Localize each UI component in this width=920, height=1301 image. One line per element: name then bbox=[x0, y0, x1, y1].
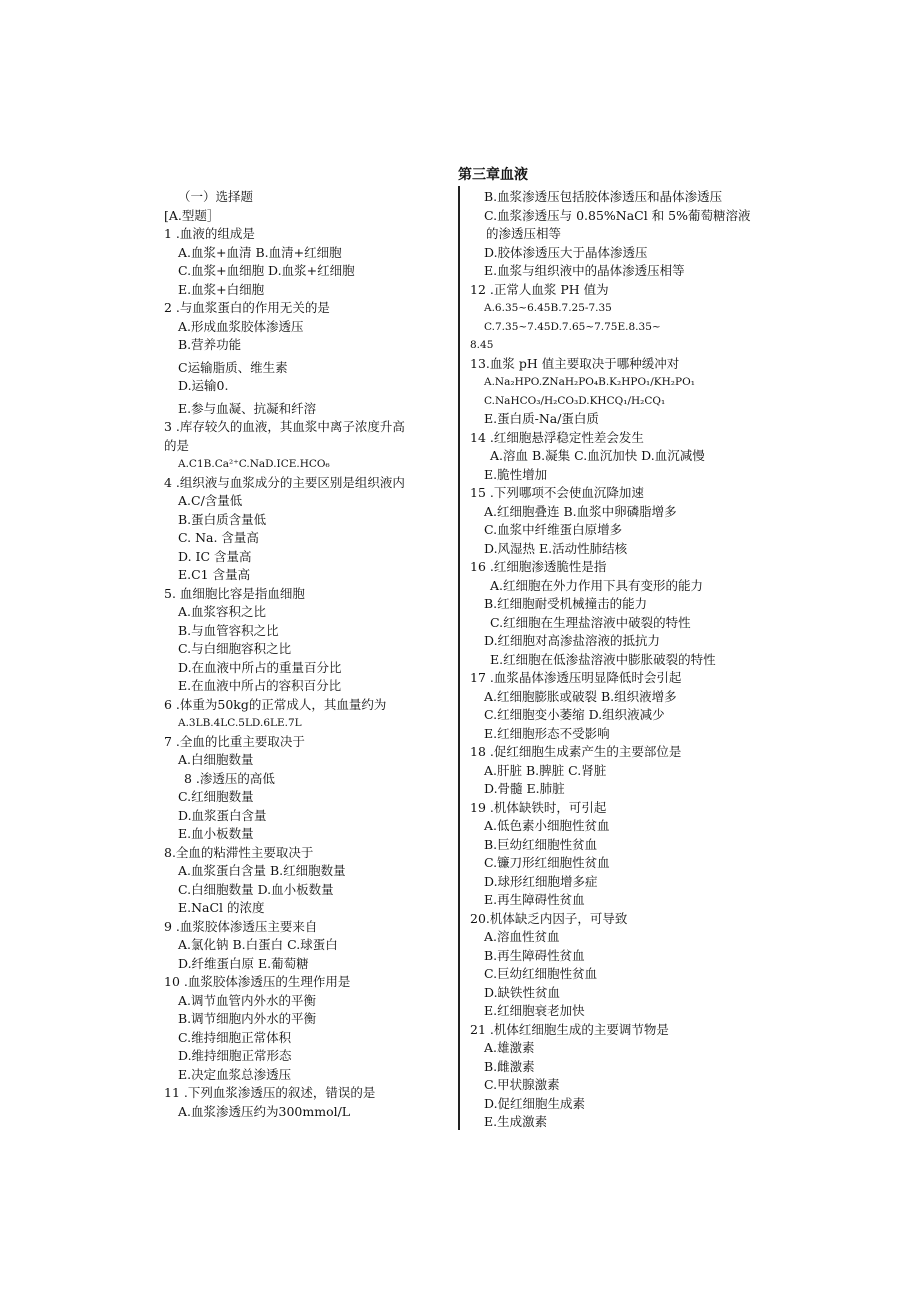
text-line: E.红细胞形态不受影响 bbox=[484, 725, 610, 741]
text-line: E.决定血浆总渗透压 bbox=[178, 1066, 292, 1082]
question-stem: 17 .血浆晶体渗透压明显降低时会引起 bbox=[470, 670, 682, 685]
question-stem: 11 .下列血浆渗透压的叙述，错误的是 bbox=[164, 1085, 376, 1100]
text-line: E.参与血凝、抗凝和纤溶 bbox=[178, 400, 317, 416]
text-line: E.脆性增加 bbox=[484, 466, 548, 482]
text-line: B.巨幼红细胞性贫血 bbox=[484, 836, 598, 852]
text-line: C.红细胞在生理盐溶液中破裂的特性 bbox=[490, 614, 691, 630]
text-line: A.肝脏 B.脾脏 C.肾脏 bbox=[484, 762, 607, 778]
text-line: C.血浆中纤维蛋白原增多 bbox=[484, 522, 623, 537]
question-stem: 6 .体重为50kg的正常成人，其血量约为 bbox=[164, 696, 387, 712]
text-line: D.在血液中所占的重量百分比 bbox=[178, 659, 342, 675]
text-line: C.NaHCO₃/H₂CO₃D.KHCQ₁/H₂CQ₁ bbox=[484, 394, 666, 407]
text-line: B.营养功能 bbox=[178, 337, 242, 352]
text-line: B.调节细胞内外水的平衡 bbox=[178, 1011, 317, 1026]
text-line: A.C/含量低 bbox=[178, 493, 243, 508]
text-line: D.风湿热 E.活动性肺结核 bbox=[484, 540, 628, 556]
text-line: [A.型题］ bbox=[164, 207, 220, 223]
question-stem: 5. 血细胞比容是指血细胞 bbox=[164, 585, 305, 601]
text-line: E.再生障碍性贫血 bbox=[484, 892, 585, 907]
text-line: A.C1B.Ca²⁺C.NaD.ICE.HCO₆ bbox=[178, 458, 330, 470]
text-line: B.红细胞耐受机械撞击的能力 bbox=[484, 596, 648, 611]
text-line: A.血浆+血清 B.血清+红细胞 bbox=[178, 244, 342, 260]
text-line: D.红细胞对高渗盐溶液的抵抗力 bbox=[484, 633, 661, 648]
text-line: C.血浆渗透压与 0.85%NaCl 和 5%葡萄糖溶液 bbox=[484, 207, 751, 223]
text-line: （一）选择题 bbox=[178, 189, 254, 204]
question-stem: 18 .促红细胞生成素产生的主要部位是 bbox=[470, 744, 682, 759]
question-stem: 9 .血浆胶体渗透压主要来自 bbox=[164, 918, 318, 934]
text-line: A.雄激素 bbox=[484, 1040, 535, 1055]
question-stem: 8 .渗透压的高低 bbox=[184, 770, 275, 786]
question-stem: 10 .血浆胶体渗透压的生理作用是 bbox=[164, 974, 351, 989]
text-line: C. Na. 含量高 bbox=[178, 530, 259, 545]
text-line: C.血浆+血细胞 D.血浆+红细胞 bbox=[178, 263, 355, 278]
text-line: D.纤维蛋白原 E.葡萄糖 bbox=[178, 955, 309, 971]
question-stem: 7 .全血的比重主要取决于 bbox=[164, 733, 305, 749]
text-line: C.7.35~7.45D.7.65~7.75E.8.35~ bbox=[484, 320, 661, 333]
text-line: E.蛋白质-Na/蛋白质 bbox=[484, 411, 599, 426]
text-line: D.血浆蛋白含量 bbox=[178, 807, 267, 823]
left-column bbox=[164, 188, 444, 1121]
right-column bbox=[470, 188, 760, 1132]
text-line: A.血浆蛋白含量 B.红细胞数量 bbox=[178, 863, 346, 878]
question-stem: 21 .机体红细胞生成的主要调节物是 bbox=[470, 1021, 669, 1037]
text-line: E.血浆+白细胞 bbox=[178, 281, 265, 297]
text-line: D.维持细胞正常形态 bbox=[178, 1048, 292, 1063]
text-line: 的渗透压相等 bbox=[486, 226, 562, 241]
text-line: E.红细胞在低渗盐溶液中膨胀破裂的特性 bbox=[490, 651, 716, 667]
text-line: 的是 bbox=[164, 437, 190, 453]
text-line: E.红细胞衰老加快 bbox=[484, 1003, 585, 1018]
text-line: D.骨髓 E.肺脏 bbox=[484, 781, 565, 796]
question-stem: 16 .红细胞渗透脆性是指 bbox=[470, 559, 607, 574]
text-line: A.6.35~6.45B.7.25-7.35 bbox=[484, 302, 612, 314]
question-stem: 2 .与血浆蛋白的作用无关的是 bbox=[164, 300, 330, 315]
text-line: E.NaCl 的浓度 bbox=[178, 900, 265, 915]
question-stem: 8.45 bbox=[470, 339, 494, 351]
text-line: C.甲状腺激素 bbox=[484, 1077, 560, 1092]
text-line: D.胶体渗透压大于晶体渗透压 bbox=[484, 244, 648, 260]
text-line: A.白细胞数量 bbox=[178, 752, 254, 767]
text-line: A.红细胞叠连 B.血浆中卵磷脂增多 bbox=[484, 503, 677, 519]
text-line: A.血浆容积之比 bbox=[178, 604, 267, 619]
text-line: D.缺铁性贫血 bbox=[484, 984, 561, 1000]
text-line: A.溶血性贫血 bbox=[484, 929, 560, 944]
text-line: A.红细胞膨胀或破裂 B.组织液增多 bbox=[484, 688, 677, 704]
question-stem: 20.机体缺乏内因子，可导致 bbox=[470, 910, 628, 926]
question-stem: 12 .正常人血浆 PH 值为 bbox=[470, 281, 609, 297]
text-line: E.在血液中所占的容积百分比 bbox=[178, 678, 342, 693]
text-line: C.白细胞数量 D.血小板数量 bbox=[178, 881, 334, 897]
text-line: D.球形红细胞增多症 bbox=[484, 873, 598, 889]
question-stem: 14 .红细胞悬浮稳定性差会发生 bbox=[470, 429, 644, 445]
question-stem: 15 .下列哪项不会使血沉降加速 bbox=[470, 485, 644, 500]
text-line: E.生成激素 bbox=[484, 1114, 548, 1129]
text-line: A.低色素小细胞性贫血 bbox=[484, 818, 610, 833]
text-line: A.Na₂HPO.ZNaH₂PO₄B.K₂HPO₁/KH₂PO₁ bbox=[484, 376, 695, 388]
text-line: A.3LB.4LC.5LD.6LE.7L bbox=[178, 717, 302, 729]
text-line: A.溶血 B.凝集 C.血沉加快 D.血沉减慢 bbox=[490, 448, 705, 463]
text-line: B.与血管容积之比 bbox=[178, 622, 279, 638]
text-line: B.蛋白质含量低 bbox=[178, 511, 267, 527]
text-line: C.镰刀形红细胞性贫血 bbox=[484, 855, 610, 870]
text-line: C.维持细胞正常体积 bbox=[178, 1029, 292, 1045]
text-line: C.红细胞数量 bbox=[178, 789, 254, 804]
chapter-title: 第三章血液 bbox=[458, 167, 528, 183]
text-line: A.氯化钠 B.白蛋白 C.球蛋白 bbox=[178, 937, 338, 952]
text-line: E.C1 含量高 bbox=[178, 567, 251, 582]
question-stem: 1 .血液的组成是 bbox=[164, 226, 255, 241]
text-line: E.血小板数量 bbox=[178, 826, 254, 841]
text-line: A.调节血管内外水的平衡 bbox=[178, 992, 317, 1008]
column-divider bbox=[458, 186, 460, 1130]
question-stem: 4 .组织液与血浆成分的主要区别是组织液内 bbox=[164, 474, 405, 490]
question-stem: 8.全血的粘滞性主要取决于 bbox=[164, 844, 314, 860]
text-line: D.促红细胞生成素 bbox=[484, 1095, 586, 1111]
text-line: B.血浆渗透压包括胶体渗透压和晶体渗透压 bbox=[484, 189, 723, 204]
text-line: A.形成血浆胶体渗透压 bbox=[178, 318, 304, 334]
text-line: A.血浆渗透压约为300mmol/L bbox=[178, 1103, 351, 1119]
text-line: A.红细胞在外力作用下具有变形的能力 bbox=[490, 577, 704, 593]
text-line: D. IC 含量高 bbox=[178, 548, 252, 564]
text-line: E.血浆与组织液中的晶体渗透压相等 bbox=[484, 263, 685, 278]
text-line: C.红细胞变小萎缩 D.组织液减少 bbox=[484, 707, 665, 722]
question-stem: 3 .库存较久的血液，其血浆中离子浓度升高 bbox=[164, 419, 405, 434]
question-stem: 13.血浆 pH 值主要取决于哪种缓冲对 bbox=[470, 355, 680, 371]
text-line: C运输脂质、维生素 bbox=[178, 359, 288, 375]
text-line: C.与白细胞容积之比 bbox=[178, 641, 292, 656]
text-line: D.运输0. bbox=[178, 378, 229, 393]
question-stem: 19 .机体缺铁时，可引起 bbox=[470, 799, 607, 815]
text-line: C.巨幼红细胞性贫血 bbox=[484, 966, 598, 981]
text-line: B.再生障碍性贫血 bbox=[484, 947, 585, 963]
text-line: B.雌激素 bbox=[484, 1058, 535, 1074]
